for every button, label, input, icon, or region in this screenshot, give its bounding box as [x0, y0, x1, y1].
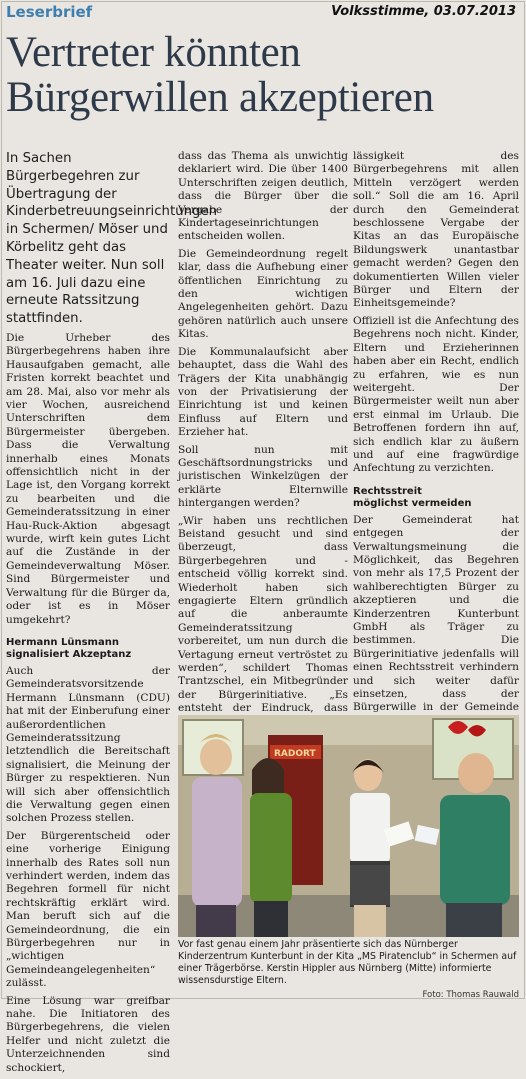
subheading-line: signalisiert Akzeptanz	[6, 649, 132, 661]
caption-text: Vor fast genau einem Jahr präsentierte sich das Nürnberger Kinderzentrum Kunterbunt in der Kita „MS Piratenclub“ in Schermen auf einer Trägerbörse. Kerstin Hippler aus Nürnberg (Mitte) informierte wissensdurstige Eltern.	[178, 939, 517, 986]
paragraph: Offiziell ist die Anfechtung des Begehrens noch nicht. Kinder, Eltern und Erzieherinnen haben aber ein Recht, endlich zu erfahren, wie es nun weitergeht. Der Bürgermeister weilt nun aber erst einmal im Urlaub. Die Betroffenen fordern ihn auf, sich endlich klar zu äußern und auf eine fragwürdige Anfechtung zu verzichten.	[353, 314, 519, 475]
photo-illustration	[178, 715, 519, 937]
column-1	[6, 150, 218, 1079]
column-2	[178, 150, 348, 746]
paragraph: Soll nun mit Geschäftsordnungstricks und juristischen Winkelzügen der erklärte Elternwille hintergangen werden?	[178, 443, 348, 510]
column-3	[353, 150, 519, 771]
subheading	[353, 486, 519, 511]
subheading-line: möglichst vermeiden	[353, 498, 472, 510]
subheading-line: Hermann Lünsmann	[6, 636, 119, 648]
paragraph: Der Gemeinderat hat entgegen der Verwaltungsmeinung die Möglichkeit, das Begehren von mehr als 17,5 Prozent der wahlberechtigten Bürger zu akzeptieren und die Kinderzentren Kunterbunt GmbH als Träger zu bestimmen. Die Bürgerinitiative jedenfalls will einen Rechtsstreit verhindern und sich weiter dafür einsetzen, dass der Bürgerwille in der Gemeinde	[353, 513, 519, 714]
headline	[6, 30, 518, 120]
headline-line-2: Bürgerwillen akzeptieren	[6, 74, 434, 121]
subheading	[6, 637, 170, 662]
section-rubric: Leserbrief	[6, 3, 93, 21]
lead-paragraph: In Sachen Bürgerbegehren zur Übertragung der Kinderbetreuungseinrichtungen in Schermen/ Möser und Körbelitz geht das Theater weiter. Nun soll am 16. Juli dazu eine erneute Ratssitzung stattfinden.	[6, 151, 218, 327]
paragraph: dass das Thema als unwichtig deklariert wird. Die über 1400 Unterschriften zeigen deutlich, dass die Bürger über die Vergabe der Kindertageseinrichtungen entscheiden wollen.	[178, 150, 348, 243]
photo-caption	[178, 939, 519, 1000]
subheading-line: Rechtsstreit	[353, 485, 422, 497]
paragraph: Die Kommunalaufsicht aber behauptet, dass die Wahl des Trägers der Kita unabhängig von der Privatisierung der Einrichtung ist und keinen Einfluss auf Eltern und Erzieher hat.	[178, 345, 348, 439]
photo-credit: Foto: Thomas Rauwald	[422, 990, 519, 1000]
source-and-date: Volksstimme, 03.07.2013	[331, 4, 516, 19]
article-photo	[178, 715, 519, 937]
paragraph: Der Bürgerentscheid oder eine vorherige Einigung innerhalb des Rates soll nun verhindert werden, indem das Begehren formell für nicht rechtskräftig erklärt wird. Man beruft sich auf die Gemeindeordnung, die ein Bürgerbegehren nur in „wichtigen Gemeindeangelegenheiten“ zulässt.	[6, 829, 170, 990]
paragraph: Eine Lösung war greifbar nahe. Die Initiatoren des Bürgerbegehrens, die vielen Helfer und nicht zuletzt die Unterzeichnenden sind schockiert,	[6, 994, 170, 1074]
paragraph: Die Urheber des Bürgerbegehrens haben ihre Hausaufgaben gemacht, alle Fristen korrekt beachtet und am 28. Mai, also vor mehr als vier Wochen, ausreichend Unterschriften dem Bürgermeister übergeben. Dass die Verwaltung innerhalb eines Monats offensichtlich nicht in der Lage ist, den Vorgang korrekt zu bearbeiten und die Gemeinderatssitzung in einer Hau-Ruck-Aktion abgesagt wurde, wirft kein gutes Licht auf die Zustände in der Gemeindeverwaltung Möser. Sind Bürgermeister und Verwaltung für die Bürger da, oder ist es in Möser umgekehrt?	[6, 331, 170, 626]
paragraph: „Wir haben uns rechtlichen Beistand gesucht und sind überzeugt, dass Bürgerbegehren und -entscheid völlig korrekt sind. Wiederholt haben sich engagierte Eltern gründlich auf die anberaumte Gemeinderatssitzung vorbereitet, um nun durch die Vertagung erneut vertröstet zu werden“, schildert Thomas Trantzschel, ein Mitbegründer der Bürgerinitiative. „Es entsteht der Eindruck, dass	[178, 514, 348, 715]
paragraph: Auch der Gemeinderatsvorsitzende Hermann Lünsmann (CDU) hat mit der Einberufung einer außerordentlichen Gemeinderatssitzung letztendlich die Bereitschaft signalisiert, die Meinung der Bürger zu respektieren. Nun will sich aber offensichtlich die Verwaltung gegen einen solchen Prozess stellen.	[6, 664, 170, 825]
paragraph: lässigkeit des Bürgerbegehrens mit allen Mitteln verzögert werden soll.“ Soll die am 16. April durch den Gemeinderat beschlossene Vergabe der Kitas an das Europäische Bildungswerk unantastbar gemacht werden? Gegen den dokumentierten Willen vieler Bürger und Eltern der Einheitsgemeinde?	[353, 150, 519, 310]
headline-line-1: Vertreter könnten	[6, 29, 301, 76]
paragraph: Die Gemeindeordnung regelt klar, dass die Aufhebung einer öffentlichen Einrichtung zu den wichtigen Angelegenheiten gehört. Dazu gehören natürlich auch unsere Kitas.	[178, 247, 348, 341]
poster-text: RADORT	[274, 749, 316, 759]
